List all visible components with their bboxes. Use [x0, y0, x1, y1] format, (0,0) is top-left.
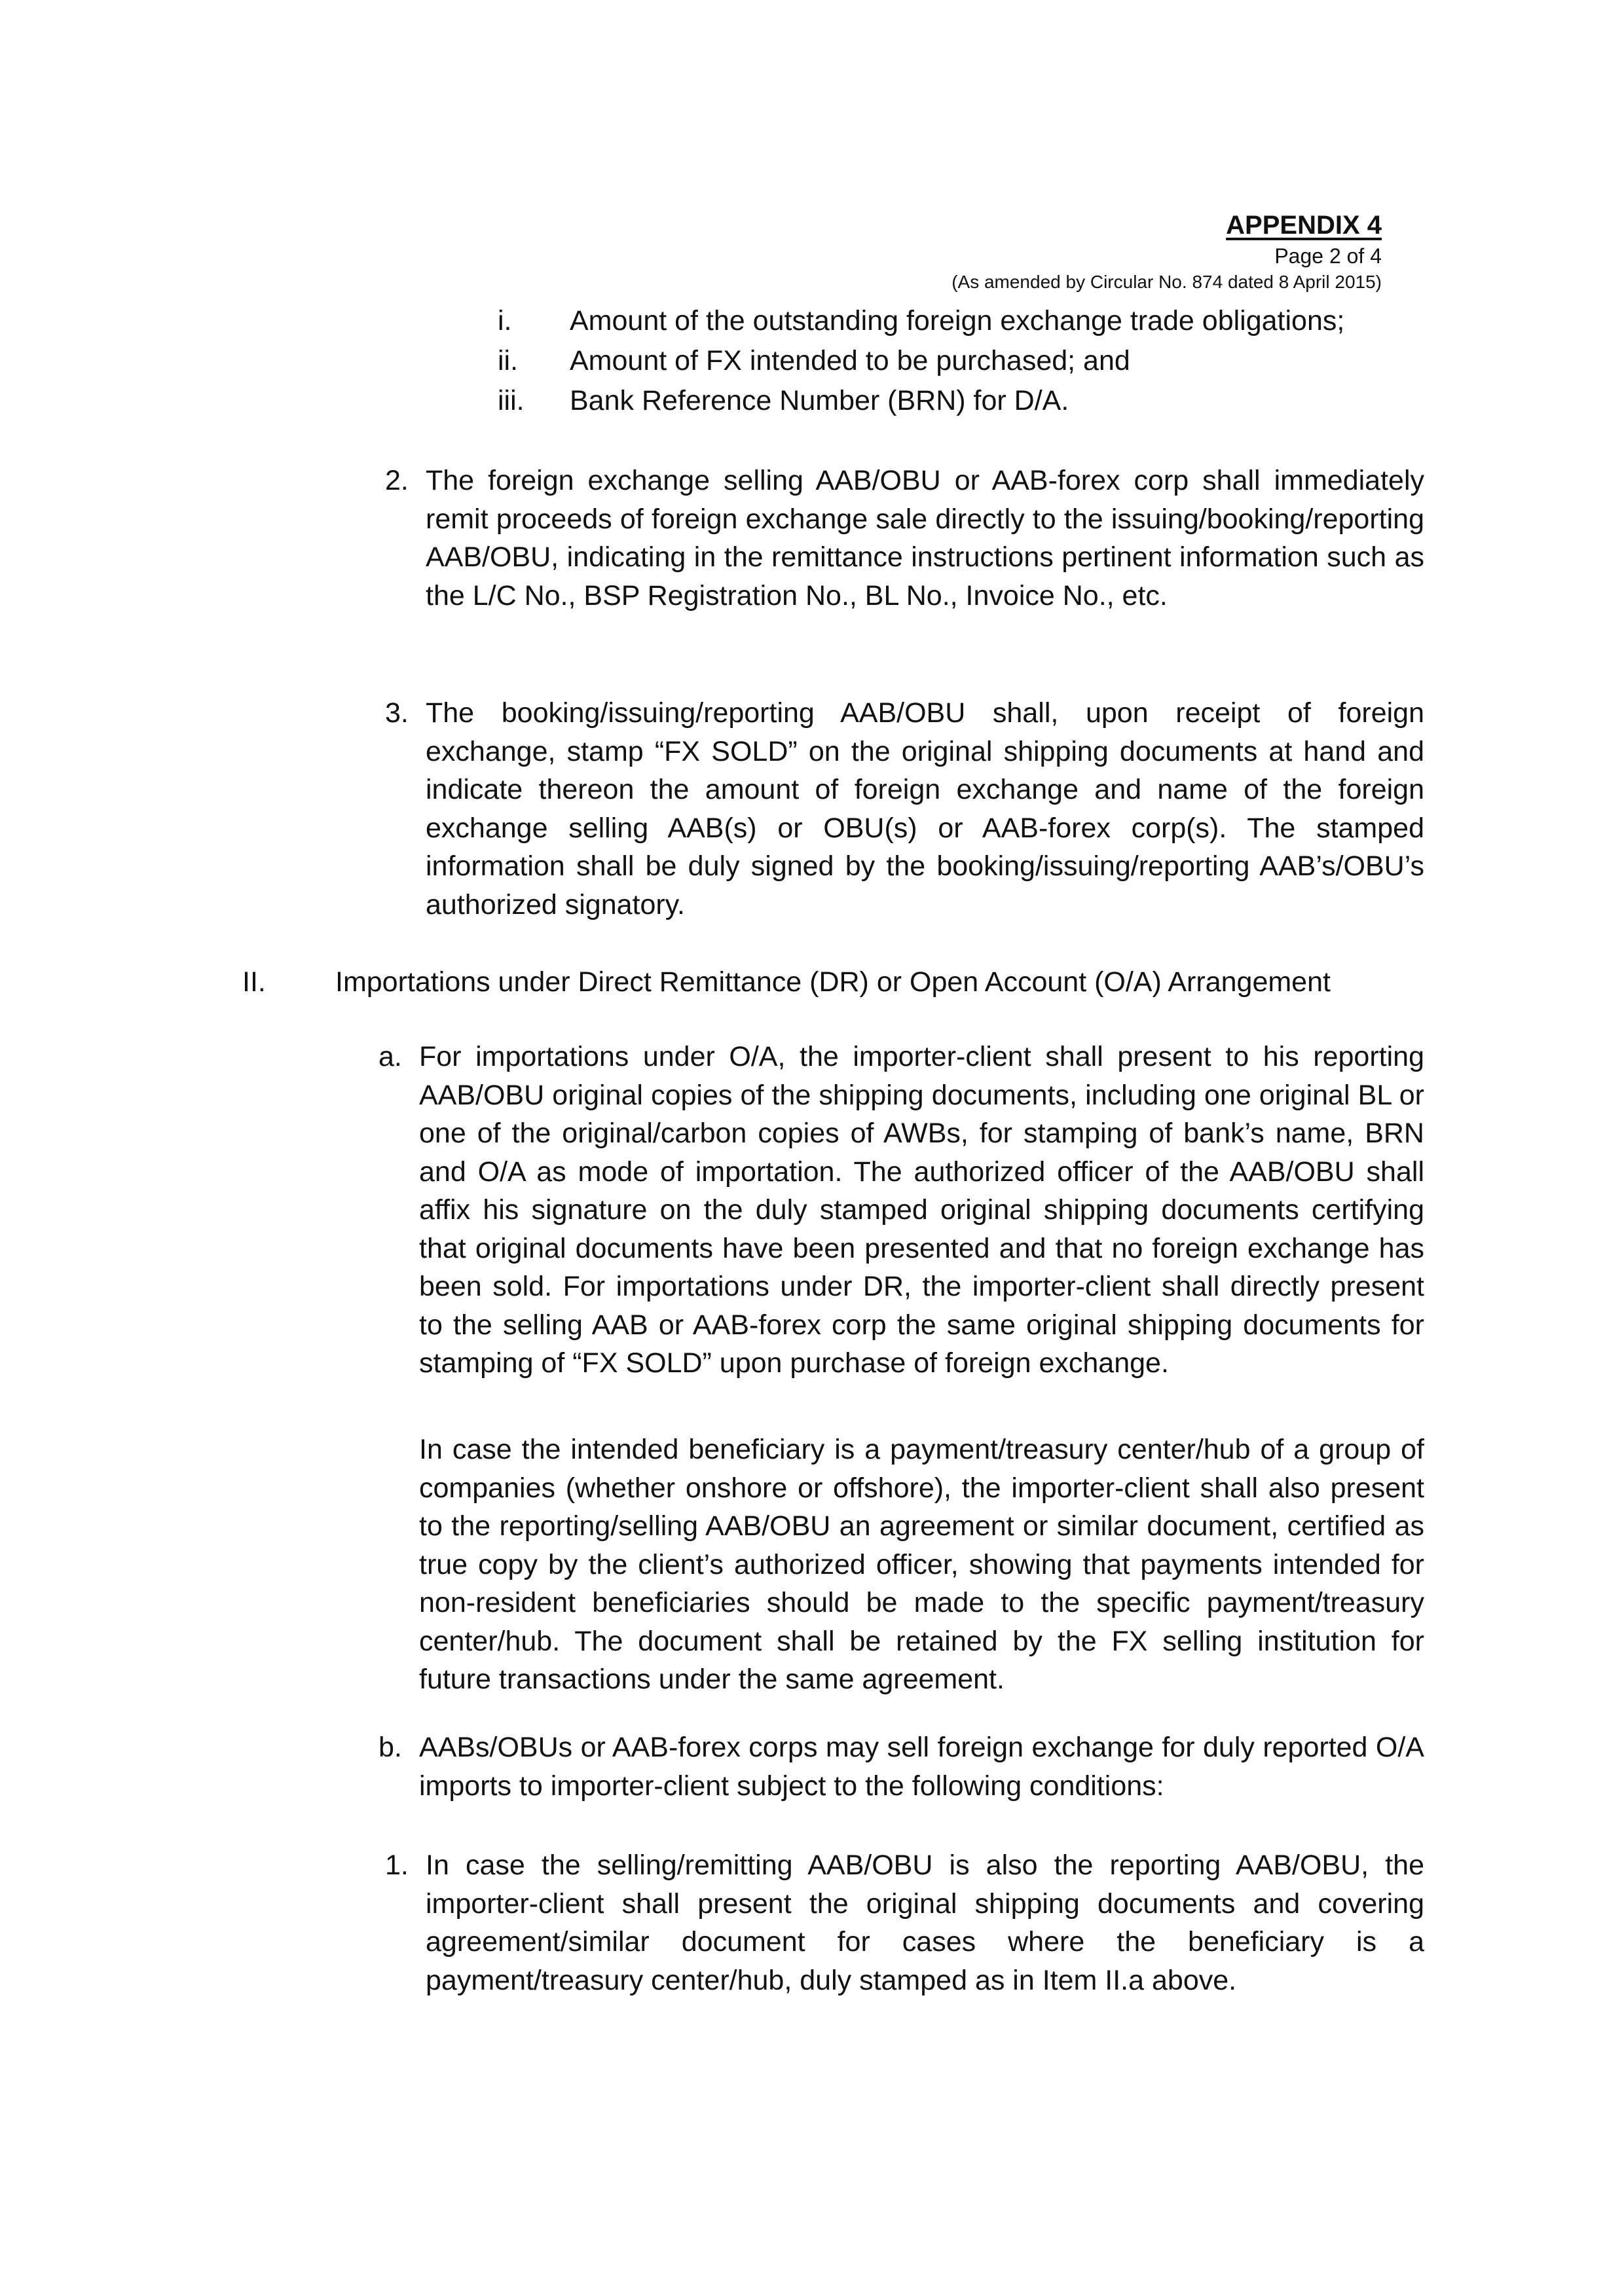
list-item-number: i.	[498, 305, 512, 337]
paragraph-text: For importations under O/A, the importer-client shall present to his reporting AAB/OBU original copies of the shipping documents, including one original BL or one of the original/carbon copies of AWBs, for stamping of bank’s name, BRN and O/A as mode of importation. The authorized officer of the AAB/OBU shall affix his signature on the duly stamped original shipping documents certifying that original documents have been presented and that no foreign exchange has been sold. For importations under DR, the importer-client shall directly present to the selling AAB or AAB-forex corp the same original shipping documents for stamping of “FX SOLD” upon purchase of foreign exchange.	[419, 1041, 1424, 1379]
list-item-text: Bank Reference Number (BRN) for D/A.	[570, 385, 1069, 416]
item-b-paragraph	[378, 1728, 1424, 1805]
list-item-number: ii.	[498, 345, 519, 376]
sub-item-number: 1.	[385, 1850, 409, 1881]
section-heading	[242, 962, 1331, 1002]
paragraph-text: In case the selling/remitting AAB/OBU is also the reporting AAB/OBU, the importer-client shall present the original shipping documents and covering agreement/similar document for cases where the beneficiary is a payment/treasury center/hub, duly stamped as in Item II.a above.	[426, 1850, 1424, 1996]
numbered-paragraph-3	[385, 694, 1424, 924]
item-letter: a.	[378, 1041, 402, 1072]
item-b-sub-1	[385, 1846, 1424, 1999]
page-header	[951, 208, 1382, 295]
list-item	[498, 341, 1447, 381]
item-letter: b.	[378, 1732, 402, 1763]
section-number: II.	[242, 966, 266, 998]
numbered-paragraph-2	[385, 462, 1424, 615]
list-item-text: Amount of the outstanding foreign exchange trade obligations;	[570, 305, 1345, 337]
amendment-note: (As amended by Circular No. 874 dated 8 April 2015)	[951, 272, 1382, 292]
paragraph-number: 3.	[385, 697, 409, 729]
paragraph-text: AABs/OBUs or AAB-forex corps may sell foreign exchange for duly reported O/A imports to importer-client subject to the following conditions:	[419, 1732, 1424, 1802]
roman-list	[498, 301, 1447, 421]
list-item-number: iii.	[498, 385, 525, 416]
appendix-title: APPENDIX 4	[1226, 211, 1382, 240]
paragraph-text: The booking/issuing/reporting AAB/OBU shall, upon receipt of foreign exchange, stamp “FX SOLD” on the original shipping documents at hand and indicate thereon the amount of foreign exchange and name of the foreign exchange selling AAB(s) or OBU(s) or AAB-forex corp(s). The stamped information shall be duly signed by the booking/issuing/reporting AAB’s/OBU’s authorized signatory.	[426, 697, 1424, 920]
item-a-continuation	[419, 1430, 1424, 1699]
paragraph-text: In case the intended beneficiary is a payment/treasury center/hub of a group of companies (whether onshore or offshore), the importer-client shall also present to the reporting/selling AAB/OBU an agreement or similar document, certified as true copy by the client’s authorized officer, showing that payments intended for non-resident beneficiaries should be made to the specific payment/treasury center/hub. The document shall be retained by the FX selling institution for future transactions under the same agreement.	[419, 1434, 1424, 1695]
paragraph-number: 2.	[385, 465, 409, 496]
list-item	[498, 381, 1447, 421]
paragraph-text: The foreign exchange selling AAB/OBU or AAB-forex corp shall immediately remit proceeds of foreign exchange sale directly to the issuing/booking/reporting AAB/OBU, indicating in the remittance instructions pertinent information such as the L/C No., BSP Registration No., BL No., Invoice No., etc.	[426, 465, 1424, 611]
list-item-text: Amount of FX intended to be purchased; and	[570, 345, 1130, 376]
item-a-paragraph	[378, 1038, 1424, 1383]
list-item	[498, 301, 1447, 341]
page-number: Page 2 of 4	[1274, 244, 1382, 268]
section-title: Importations under Direct Remittance (DR) or Open Account (O/A) Arrangement	[335, 966, 1331, 998]
